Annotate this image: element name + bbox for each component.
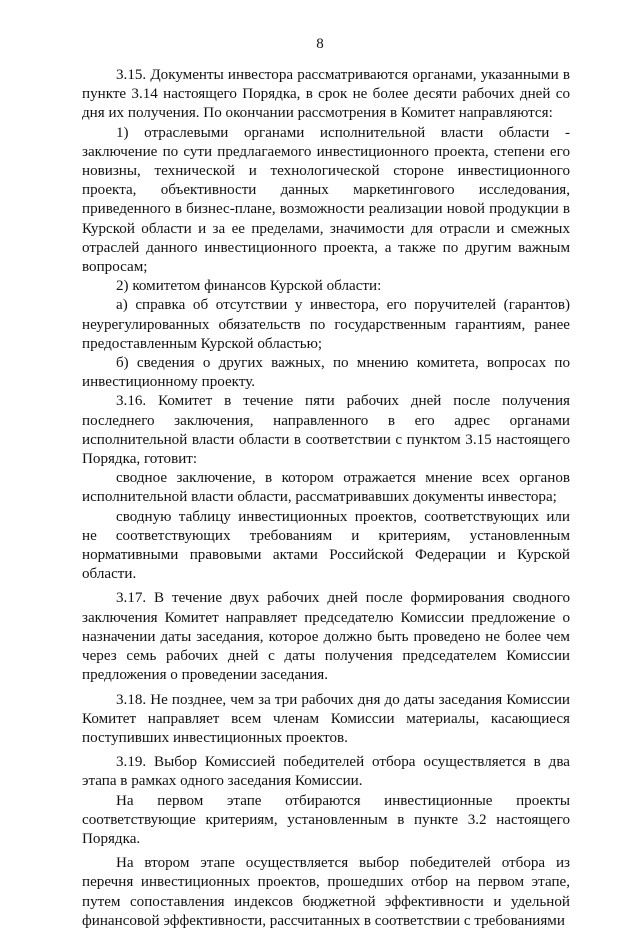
paragraph-3-15: 3.15. Документы инвестора рассматриваются органами, указанными в пункте 3.14 настоящего Порядка, в срок не более десяти рабочих дней со дня их получения. По окончании рассмотрения в Комитет направляются: (82, 67, 570, 122)
page-number: 8 (316, 36, 324, 52)
paragraph-3-19-stage-1: На первом этапе отбираются инвестиционные проекты соответствующие критериям, установленным в пункте 3.2 настоящего Порядка. (82, 792, 570, 847)
paragraph-3-15-item-1: 1) отраслевыми органами исполнительной власти области - заключение по сути предлагаемого инвестиционного проекта, степени его новизны, технической и технологической стороне инвестиционного проекта, объективности данных маркетингового исследования, приведенного в бизнес-плане, возможности реализации новой продукции в Курской области и за ее пределами, значимости для отрасли и смежных отраслей данного инвестиционного проекта, а также по другим важным вопросам; (82, 124, 570, 276)
paragraph-3-19: 3.19. Выбор Комиссией победителей отбора осуществляется в два этапа в рамках одного заседания Комиссии. (82, 754, 570, 790)
document-body (82, 66, 570, 931)
paragraph-3-16-summary-table: сводную таблицу инвестиционных проектов, соответствующих или не соответствующих требованиям и критериям, установленным нормативными правовыми актами Российской Федерации и Курской области. (82, 508, 570, 583)
paragraph-3-15-item-2b: б) сведения о других важных, по мнению комитета, вопросах по инвестиционному проекту. (82, 355, 570, 391)
paragraph-3-16: 3.16. Комитет в течение пяти рабочих дней после получения последнего заключения, направленного в его адрес органами исполнительной власти области в соответствии с пунктом 3.15 настоящего Порядка, готовит: (82, 393, 570, 468)
paragraph-3-15-item-2: 2) комитетом финансов Курской области: (116, 278, 382, 295)
paragraph-3-17: 3.17. В течение двух рабочих дней после формирования сводного заключения Комитет направляет председателю Комиссии предложение о назначении даты заседания, которое должно быть проведено не более чем через семь рабочих дней с даты получения председателем Комиссии предложения о проведении заседания. (82, 590, 570, 684)
paragraph-3-18: 3.18. Не позднее, чем за три рабочих дня до даты заседания Комиссии Комитет направляет всем членам Комиссии материалы, касающиеся поступивших инвестиционных проектов. (82, 691, 570, 746)
paragraph-3-19-stage-2: На втором этапе осуществляется выбор победителей отбора из перечня инвестиционных проектов, прошедших отбор на первом этапе, путем сопоставления индексов бюджетной эффективности и удельной финансовой эффективности, рассчитанных в соответствии с требованиями (82, 855, 570, 929)
paragraph-3-16-summary-conclusion: сводное заключение, в котором отражается мнение всех органов исполнительной власти области, рассматривавших документы инвестора; (82, 470, 570, 506)
paragraph-3-15-item-2a: а) справка об отсутствии у инвестора, его поручителей (гарантов) неурегулированных обязательств по государственным гарантиям, ранее предоставленным Курской областью; (82, 297, 570, 352)
